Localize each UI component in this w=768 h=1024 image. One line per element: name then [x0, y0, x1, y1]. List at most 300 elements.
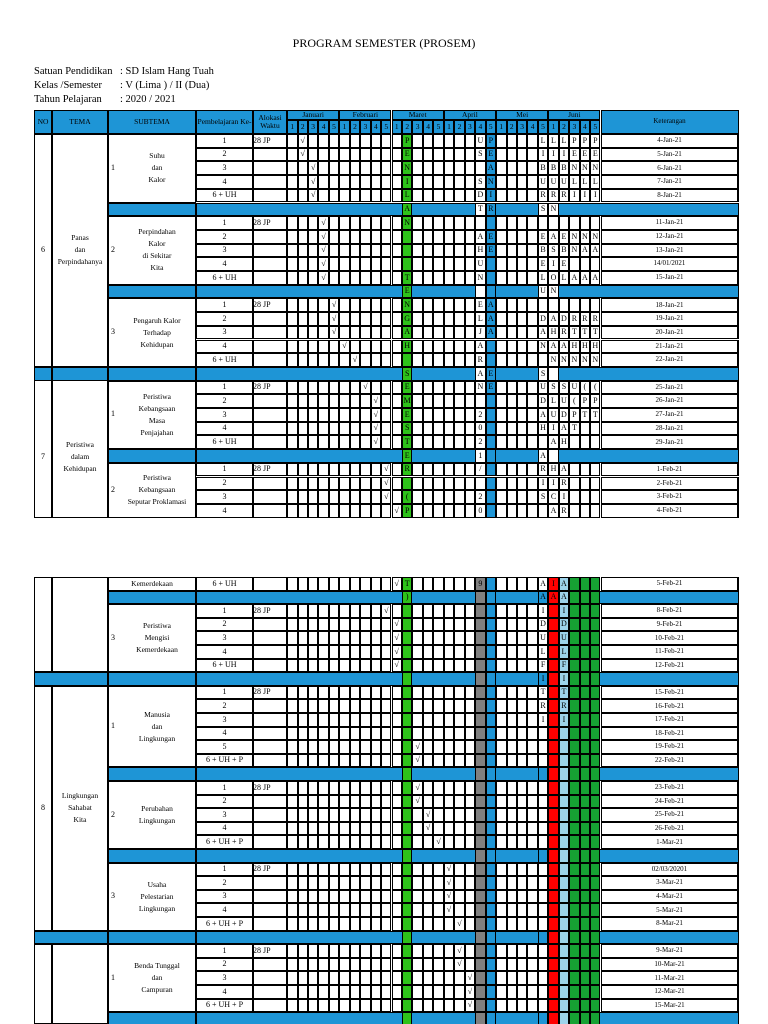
table-cell [412, 618, 423, 632]
table-cell [308, 645, 319, 659]
table-cell [507, 727, 517, 741]
table-cell [423, 686, 433, 700]
vertical-letter [559, 876, 570, 890]
vertical-letter: A [559, 422, 570, 436]
table-cell [287, 631, 298, 645]
vertical-letter: R [569, 312, 579, 326]
vertical-letter: S [402, 367, 412, 381]
vertical-letter [548, 618, 558, 632]
vertical-letter: A [559, 591, 570, 605]
table-cell [507, 686, 517, 700]
table-cell [465, 917, 475, 931]
table-cell [253, 999, 287, 1013]
vertical-letter [538, 835, 549, 849]
vertical-letter: R [559, 699, 570, 713]
check-mark: √ [318, 257, 328, 271]
table-cell [454, 727, 465, 741]
vertical-letter [538, 931, 549, 945]
table-cell [444, 999, 454, 1013]
vertical-band [569, 713, 579, 727]
vertical-letter: E [402, 285, 412, 299]
subtema-title: Manusia dan Lingkungan [138, 709, 176, 743]
table-cell [339, 659, 349, 673]
vertical-letter: B [538, 161, 549, 175]
table-cell [371, 958, 382, 972]
table-cell [517, 795, 528, 809]
vertical-letter [548, 890, 558, 904]
table-cell [412, 985, 423, 999]
vertical-letter: E [538, 230, 549, 244]
table-cell [527, 659, 537, 673]
vertical-letter: E [580, 148, 591, 162]
table-cell [339, 645, 349, 659]
table-cell [350, 727, 361, 741]
table-cell [339, 890, 349, 904]
table-cell [412, 631, 423, 645]
vertical-letter: L [548, 134, 558, 148]
check-mark: √ [371, 422, 382, 436]
vertical-letter [402, 713, 412, 727]
vertical-letter: E [590, 148, 600, 162]
vertical-letter: E [538, 257, 549, 271]
keterangan-cell: 8-Feb-21 [601, 604, 739, 618]
check-mark: √ [444, 863, 454, 877]
table-cell [308, 876, 319, 890]
table-cell [496, 754, 507, 768]
table-cell [465, 577, 475, 591]
subtema-number: 2 [111, 245, 115, 255]
vertical-letter: I [580, 189, 591, 203]
header-week: 3 [308, 120, 319, 134]
vertical-letter: E [402, 381, 412, 395]
vertical-letter [559, 781, 570, 795]
vertical-letter: T [590, 408, 600, 422]
vertical-band [580, 767, 591, 781]
vertical-letter: N [590, 353, 600, 367]
vertical-letter: N [475, 381, 486, 395]
pembelajaran-cell: 4 [196, 257, 253, 271]
keterangan-cell: 8-Jan-21 [601, 189, 739, 203]
table-cell [517, 727, 528, 741]
vertical-letter: D [475, 189, 486, 203]
keterangan-cell: 6-Jan-21 [601, 161, 739, 175]
table-cell [298, 686, 308, 700]
table-cell [339, 699, 349, 713]
table-cell [360, 808, 370, 822]
table-cell [465, 835, 475, 849]
keterangan-cell: 26-Feb-21 [601, 822, 739, 836]
vertical-letter: A [548, 230, 558, 244]
vertical-band [590, 713, 600, 727]
vertical-band [486, 863, 496, 877]
table-cell [371, 577, 382, 591]
table-cell [371, 727, 382, 741]
vertical-letter: A [548, 504, 558, 518]
vertical-letter [475, 604, 486, 618]
vertical-letter: S [548, 381, 558, 395]
keterangan-cell: 10-Mar-21 [601, 958, 739, 972]
table-cell [527, 686, 537, 700]
vertical-letter [402, 903, 412, 917]
table-cell [298, 795, 308, 809]
vertical-letter: A [475, 367, 486, 381]
vertical-band [580, 958, 591, 972]
vertical-band [590, 863, 600, 877]
check-mark: √ [454, 958, 465, 972]
table-cell [329, 577, 340, 591]
vertical-letter [475, 727, 486, 741]
vertical-letter [475, 903, 486, 917]
keterangan-cell: 16-Feb-21 [601, 699, 739, 713]
check-mark: √ [412, 754, 423, 768]
vertical-letter: S [559, 381, 570, 395]
table-cell [433, 659, 444, 673]
vertical-letter [538, 849, 549, 863]
vertical-letter: T [402, 271, 412, 285]
table-cell [517, 659, 528, 673]
vertical-band [486, 577, 496, 591]
pembelajaran-cell: 1 [196, 863, 253, 877]
header-week: 2 [350, 120, 361, 134]
vertical-letter [548, 944, 558, 958]
vertical-letter: R [580, 312, 591, 326]
vertical-letter: E [402, 449, 412, 463]
vertical-band [590, 659, 600, 673]
subtema-title: Perpindahan Kalor di Sekitar Kita [138, 227, 176, 273]
vertical-band [486, 631, 496, 645]
vertical-letter [548, 754, 558, 768]
table-cell [350, 835, 361, 849]
vertical-letter: L [590, 175, 600, 189]
info-satuan: Satuan Pendidikan : SD Islam Hang Tuah [34, 66, 214, 77]
keterangan-cell: 29-Jan-21 [601, 435, 739, 449]
table-cell [381, 903, 391, 917]
pembelajaran-cell: 1 [196, 781, 253, 795]
table-cell [496, 713, 507, 727]
table-cell [496, 808, 507, 822]
table-cell [371, 699, 382, 713]
keterangan-cell: 11-Feb-21 [601, 645, 739, 659]
vertical-letter: T [569, 326, 579, 340]
vertical-letter: E [559, 230, 570, 244]
check-mark: √ [412, 781, 423, 795]
table-cell [298, 822, 308, 836]
vertical-letter: E [486, 230, 496, 244]
table-cell [329, 971, 340, 985]
check-mark: √ [371, 408, 382, 422]
table-cell [433, 808, 444, 822]
vertical-band [486, 672, 496, 686]
header-tema: TEMA [52, 110, 108, 134]
table-cell [339, 808, 349, 822]
vertical-letter [559, 985, 570, 999]
table-cell [465, 631, 475, 645]
vertical-band [580, 944, 591, 958]
check-mark: √ [371, 435, 382, 449]
table-cell [381, 781, 391, 795]
table-cell [371, 971, 382, 985]
check-mark: √ [444, 903, 454, 917]
table-cell [454, 971, 465, 985]
table-cell [350, 618, 361, 632]
vertical-letter [559, 835, 570, 849]
vertical-band [569, 876, 579, 890]
table-cell [318, 645, 328, 659]
vertical-letter [402, 672, 412, 686]
check-mark: √ [392, 645, 403, 659]
table-cell [517, 985, 528, 999]
table-cell [287, 903, 298, 917]
vertical-letter [475, 876, 486, 890]
pembelajaran-cell: 1 [196, 216, 253, 230]
vertical-letter [548, 727, 558, 741]
table-cell [496, 985, 507, 999]
keterangan-cell: 20-Jan-21 [601, 326, 739, 340]
table-cell [360, 999, 370, 1013]
table-cell [444, 659, 454, 673]
table-cell [433, 686, 444, 700]
table-cell [465, 808, 475, 822]
check-mark: √ [350, 353, 361, 367]
vertical-band [590, 1012, 600, 1024]
vertical-band [590, 604, 600, 618]
vertical-letter [475, 645, 486, 659]
vertical-letter [475, 958, 486, 972]
header-week: 1 [392, 120, 403, 134]
table-cell [454, 577, 465, 591]
check-mark: √ [318, 230, 328, 244]
table-cell [287, 822, 298, 836]
header-week: 2 [559, 120, 570, 134]
separator-row [196, 672, 739, 686]
table-cell [496, 999, 507, 1013]
table-cell [465, 645, 475, 659]
table-cell [423, 944, 433, 958]
pembelajaran-cell: 6 + UH [196, 189, 253, 203]
vertical-letter: 9 [475, 577, 486, 591]
vertical-letter: F [559, 659, 570, 673]
vertical-letter: N [569, 161, 579, 175]
vertical-letter: R [559, 504, 570, 518]
table-cell [298, 971, 308, 985]
vertical-letter: R [486, 203, 496, 217]
table-cell [454, 618, 465, 632]
table-cell [318, 999, 328, 1013]
table-cell [465, 604, 475, 618]
table-cell [454, 822, 465, 836]
table-cell [350, 999, 361, 1013]
table-cell [517, 686, 528, 700]
vertical-letter [475, 835, 486, 849]
subtema-title: Perubahan Lingkungan [138, 804, 176, 825]
table-cell [433, 876, 444, 890]
vertical-letter [538, 917, 549, 931]
table-cell [329, 754, 340, 768]
table-cell [423, 659, 433, 673]
table-cell [381, 740, 391, 754]
table-cell [381, 917, 391, 931]
tema-cell [52, 577, 108, 672]
table-cell [444, 645, 454, 659]
vertical-band [580, 781, 591, 795]
vertical-band [590, 849, 600, 863]
vertical-letter: N [569, 230, 579, 244]
vertical-band [486, 917, 496, 931]
vertical-letter: ( [580, 381, 591, 395]
table-cell [329, 645, 340, 659]
vertical-letter: U [475, 257, 486, 271]
vertical-letter: R [559, 189, 570, 203]
table-cell [517, 781, 528, 795]
vertical-letter [402, 999, 412, 1013]
table-cell [360, 618, 370, 632]
table-cell [507, 781, 517, 795]
vertical-letter: H [538, 422, 549, 436]
vertical-letter: I [569, 189, 579, 203]
table-cell [253, 713, 287, 727]
table-cell [444, 631, 454, 645]
vertical-letter [559, 727, 570, 741]
vertical-letter: N [559, 353, 570, 367]
table-cell [360, 917, 370, 931]
vertical-band [569, 917, 579, 931]
table-cell [392, 822, 403, 836]
vertical-band [569, 699, 579, 713]
table-cell [339, 631, 349, 645]
table-cell [444, 727, 454, 741]
table-cell [527, 631, 537, 645]
table-cell [392, 713, 403, 727]
table-cell [287, 917, 298, 931]
subtema-number: 3 [111, 891, 115, 901]
table-cell [298, 876, 308, 890]
alokasi-cell: 28 JP [253, 382, 271, 392]
table-cell [412, 645, 423, 659]
vertical-letter: R [590, 312, 600, 326]
keterangan-cell: 11-Jan-21 [601, 216, 739, 230]
vertical-letter [559, 863, 570, 877]
vertical-letter: E [559, 257, 570, 271]
vertical-letter [548, 808, 558, 822]
header-month: Maret [392, 110, 444, 120]
vertical-letter: A [590, 244, 600, 258]
check-mark: √ [454, 917, 465, 931]
vertical-letter: B [559, 161, 570, 175]
table-cell [423, 727, 433, 741]
table-cell [308, 971, 319, 985]
table-cell [298, 808, 308, 822]
keterangan-cell: 26-Jan-21 [601, 394, 739, 408]
separator-row [108, 767, 196, 781]
table-cell [329, 727, 340, 741]
vertical-letter [548, 971, 558, 985]
table-cell [444, 604, 454, 618]
separator-row [196, 767, 739, 781]
table-cell [287, 835, 298, 849]
pembelajaran-cell: 4 [196, 727, 253, 741]
keterangan-cell: 5-Feb-21 [601, 577, 739, 591]
vertical-letter: H [548, 463, 558, 477]
table-cell [360, 903, 370, 917]
table-cell [350, 781, 361, 795]
table-cell [465, 890, 475, 904]
vertical-letter: U [538, 381, 549, 395]
table-cell [381, 713, 391, 727]
table-cell [444, 835, 454, 849]
vertical-letter: N [580, 161, 591, 175]
table-cell [329, 822, 340, 836]
table-cell [465, 659, 475, 673]
vertical-letter [559, 754, 570, 768]
table-cell [253, 835, 287, 849]
keterangan-cell: 1-Mar-21 [601, 835, 739, 849]
table-cell [350, 713, 361, 727]
vertical-letter: A [402, 203, 412, 217]
table-cell [381, 876, 391, 890]
vertical-band [580, 917, 591, 931]
vertical-letter: F [538, 659, 549, 673]
vertical-letter: 1 [475, 449, 486, 463]
vertical-letter: E [569, 148, 579, 162]
vertical-band [486, 645, 496, 659]
header-week: 4 [423, 120, 433, 134]
header-week: 5 [590, 120, 600, 134]
table-cell [318, 604, 328, 618]
vertical-letter [538, 985, 549, 999]
check-mark: √ [454, 944, 465, 958]
table-cell [465, 618, 475, 632]
vertical-band [486, 808, 496, 822]
table-cell [339, 863, 349, 877]
table-cell [517, 740, 528, 754]
table-cell [527, 795, 537, 809]
vertical-letter: N [402, 298, 412, 312]
vertical-band [569, 985, 579, 999]
vertical-letter [402, 604, 412, 618]
vertical-letter [548, 713, 558, 727]
vertical-letter: ( [402, 490, 412, 504]
table-cell [496, 727, 507, 741]
table-cell [329, 985, 340, 999]
alokasi-cell: 28 JP [253, 782, 271, 792]
vertical-letter [402, 835, 412, 849]
table-cell [308, 985, 319, 999]
table-cell [339, 795, 349, 809]
table-cell [287, 727, 298, 741]
table-cell [350, 699, 361, 713]
vertical-letter: H [590, 340, 600, 354]
pembelajaran-cell: 6 + UH [196, 271, 253, 285]
table-cell [253, 631, 287, 645]
vertical-letter [402, 618, 412, 632]
vertical-band [486, 754, 496, 768]
table-cell [350, 890, 361, 904]
vertical-letter [402, 808, 412, 822]
vertical-band [580, 876, 591, 890]
table-cell [329, 699, 340, 713]
vertical-letter: I [548, 148, 558, 162]
header-week: 5 [329, 120, 340, 134]
vertical-band [486, 604, 496, 618]
table-cell [423, 917, 433, 931]
vertical-letter [538, 808, 549, 822]
subtema-number: 3 [111, 327, 115, 337]
table-cell [423, 890, 433, 904]
pembelajaran-cell: 4 [196, 985, 253, 999]
table-cell [517, 577, 528, 591]
vertical-band [569, 958, 579, 972]
vertical-letter: U [548, 175, 558, 189]
